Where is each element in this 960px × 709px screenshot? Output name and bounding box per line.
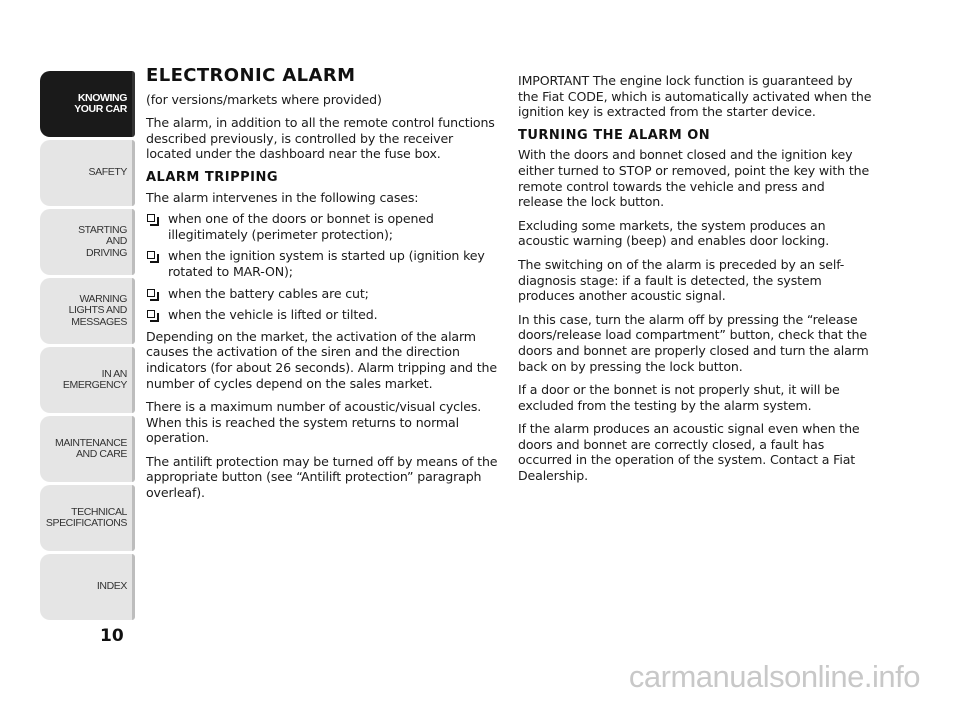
tab-knowing-your-car[interactable] (40, 71, 132, 137)
market-paragraph: Depending on the market, the activation of the alarm causes the activation of the siren and the direction indicators (for about 26 seconds). Alarm tripping and the number of cycles depend on the sales market. (146, 328, 497, 391)
tab-warning-lights-and-messages[interactable] (40, 278, 132, 344)
left-column (146, 65, 500, 509)
list-item (146, 248, 500, 279)
list-item (146, 286, 500, 302)
tab-index[interactable] (40, 554, 132, 620)
checkbox-bullet-icon (147, 310, 155, 318)
tab-label: WARNING LIGHTS AND MESSAGES (68, 292, 127, 328)
tab-starting-and-driving[interactable] (40, 209, 132, 275)
tab-label: KNOWING YOUR CAR (74, 91, 127, 115)
paragraph: With the doors and bonnet closed and the ignition key either turned to STOP or removed, point the key with the remote control towards the vehicle and press and release the lock button. (518, 147, 870, 210)
important-paragraph: IMPORTANT The engine lock function is guaranteed by the Fiat CODE, which is automatically activated when the ignition key is extracted from the starter device. (518, 73, 872, 120)
intro-paragraph: The alarm, in addition to all the remote control functions described previously, is controlled by the receiver located under the dashboard near the fuse box. (146, 115, 495, 162)
checkbox-bullet-icon (147, 251, 155, 259)
tab-label: INDEX (96, 580, 127, 593)
tab-safety[interactable] (40, 140, 132, 206)
paragraph: If a door or the bonnet is not properly shut, it will be excluded from the testing by the alarm system. (518, 382, 840, 413)
page-number: 10 (100, 626, 124, 646)
section-title: ELECTRONIC ALARM (146, 65, 356, 86)
tab-label: SAFETY (88, 166, 127, 179)
tripping-intro: The alarm intervenes in the following cases: (146, 189, 419, 205)
checkbox-bullet-icon (147, 214, 155, 222)
alarm-tripping-heading: ALARM TRIPPING (146, 169, 279, 185)
paragraph: In this case, turn the alarm off by pressing the “release doors/release load compartment” button, check that the doors and bonnet are properly closed and turn the alarm back on by pressing the lock button. (518, 311, 869, 374)
tab-edge (132, 416, 135, 482)
section-subtitle: (for versions/markets where provided) (146, 91, 382, 107)
tab-label: STARTING AND DRIVING (78, 223, 127, 259)
right-column (518, 73, 872, 492)
list-item-text: when the vehicle is lifted or tilted. (168, 307, 378, 323)
tab-in-an-emergency[interactable] (40, 347, 132, 413)
list-item (146, 211, 500, 242)
tab-edge (132, 140, 135, 206)
tab-edge (132, 278, 135, 344)
list-item-text: when the ignition system is started up (ignition key rotated to MAR-ON); (168, 248, 485, 279)
paragraph: Excluding some markets, the system produces an acoustic warning (beep) and enables door locking. (518, 217, 830, 249)
tab-maintenance-and-care[interactable] (40, 416, 132, 482)
section-tabs (40, 71, 132, 623)
tab-edge (132, 209, 135, 275)
max-cycles-paragraph: There is a maximum number of acoustic/visual cycles. When this is reached the system returns to normal operation. (146, 399, 482, 446)
tab-label: MAINTENANCE AND CARE (54, 436, 127, 460)
turning-on-heading: TURNING THE ALARM ON (518, 127, 711, 143)
list-item-text: when the battery cables are cut; (168, 285, 369, 301)
tab-edge (132, 485, 135, 551)
tab-edge (132, 347, 135, 413)
checkbox-bullet-icon (147, 289, 155, 297)
tripping-cases-list (146, 211, 500, 323)
list-item (146, 307, 500, 323)
tab-label: TECHNICAL SPECIFICATIONS (45, 505, 127, 529)
list-item-text: when one of the doors or bonnet is opened illegitimately (perimeter protection); (168, 211, 434, 242)
watermark: carmanualsonline.info (628, 659, 920, 694)
antilift-paragraph: The antilift protection may be turned off by means of the appropriate button (see “Antilift protection” paragraph overleaf). (146, 453, 498, 501)
tab-technical-specifications[interactable] (40, 485, 132, 551)
tab-edge (132, 554, 135, 620)
tab-edge (132, 71, 135, 137)
paragraph: If the alarm produces an acoustic signal even when the doors and bonnet are correctly closed, a fault has occurred in the operation of the system. Contact a Fiat Dealership. (518, 421, 860, 484)
tab-label: IN AN EMERGENCY (62, 367, 127, 391)
paragraph: The switching on of the alarm is preceded by an self-diagnosis stage: if a fault is detected, the system produces another acoustic signal. (518, 256, 845, 304)
